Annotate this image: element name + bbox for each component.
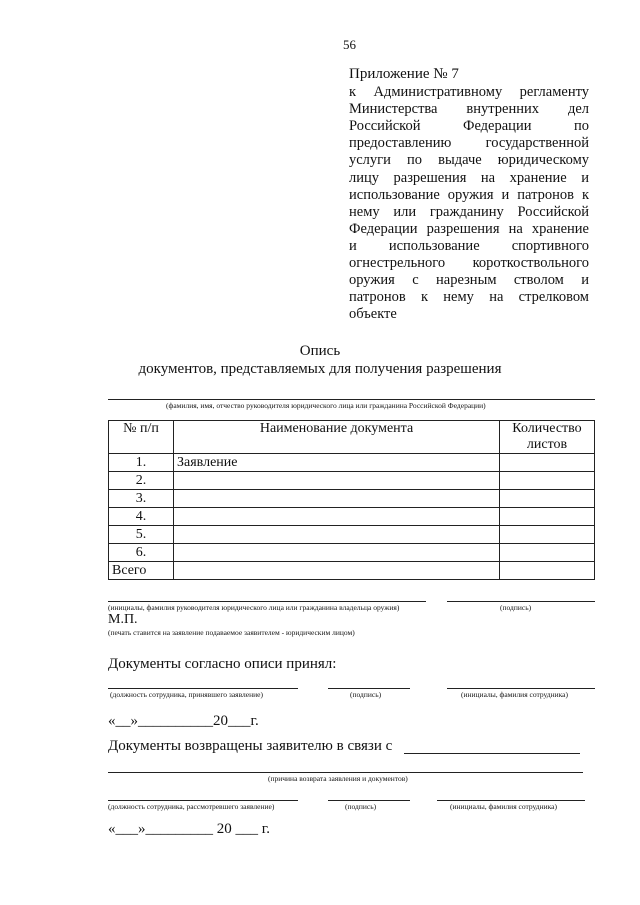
accepted-initials-line[interactable] [447,688,595,689]
appendix-line: к Административному регламенту [349,84,589,101]
row-number: 2. [109,472,174,490]
returned-text: Документы возвращены заявителю в связи с [108,738,393,754]
document-name-cell[interactable] [174,472,500,490]
appendix-line: лицу разрешения на хранение и [349,169,589,186]
document-title: Опись [299,343,341,359]
table-row [109,490,595,508]
initials-caption: (инициалы, фамилия руководителя юридического лица или гражданина владельца оружия) [108,603,400,612]
document-name-cell[interactable] [174,562,500,580]
return-reason-inline-line[interactable] [404,753,580,754]
appendix-line: нему или гражданину Российской [349,203,589,220]
appendix-line: Министерства внутренних дел [349,101,589,118]
signature-caption: (подпись) [500,603,532,612]
sheet-count-cell[interactable] [500,526,595,544]
table-header-row [109,421,595,454]
returned-position-line[interactable] [108,800,298,801]
sheet-count-cell[interactable] [500,472,595,490]
appendix-line: огнестрельного короткоствольного [349,255,589,272]
row-number: 4. [109,508,174,526]
appendix-title: Приложение № 7 [349,66,459,82]
total-label: Всего [109,562,174,580]
signature-line[interactable] [447,601,595,602]
column-header-number: № п/п [109,421,174,454]
accepted-signature-caption: (подпись) [350,690,382,699]
appendix-block [349,66,589,323]
accepted-position-line[interactable] [108,688,298,689]
appendix-line: Российской Федерации по [349,118,589,135]
documents-table [108,420,595,580]
return-reason-caption: (причина возврата заявления и документов) [268,774,408,783]
row-number: 5. [109,526,174,544]
document-name-cell[interactable]: Заявление [174,454,500,472]
returned-signature-caption: (подпись) [345,802,377,811]
applicant-name-line[interactable] [108,399,595,400]
accepted-position-caption: (должность сотрудника, принявшего заявление) [110,690,263,699]
returned-initials-line[interactable] [437,800,585,801]
table-row [109,526,595,544]
document-name-cell[interactable] [174,508,500,526]
appendix-line: предоставлению государственной [349,135,589,152]
return-reason-line[interactable] [108,772,583,773]
appendix-line: услуги по выдаче юридическому [349,152,589,169]
table-row [109,508,595,526]
document-name-cell[interactable] [174,490,500,508]
stamp-label: М.П. [108,612,138,627]
appendix-line: патронов к нему на стрелковом [349,289,589,306]
returned-position-caption: (должность сотрудника, рассмотревшего заявление) [108,802,275,811]
document-subtitle: документов, представляемых для получения разрешения [138,361,502,377]
column-header-sheet-count: Количество листов [500,421,595,454]
appendix-line: объекте [349,306,397,323]
sheet-count-cell[interactable] [500,454,595,472]
sheet-count-cell[interactable] [500,562,595,580]
appendix-line: и использование спортивного [349,237,589,254]
accepted-text: Документы согласно описи принял: [108,656,337,672]
table-row [109,454,595,472]
page-number: 56 [343,37,356,52]
returned-initials-caption: (инициалы, фамилия сотрудника) [450,802,557,811]
table-row [109,472,595,490]
row-number: 6. [109,544,174,562]
accepted-signature-line[interactable] [328,688,410,689]
sheet-count-cell[interactable] [500,490,595,508]
appendix-line: использование оружия и патронов к [349,186,589,203]
accepted-initials-caption: (инициалы, фамилия сотрудника) [461,690,568,699]
document-name-cell[interactable] [174,544,500,562]
applicant-caption: (фамилия, имя, отчество руководителя юридического лица или гражданина Российской Федерации) [166,401,486,410]
table-total-row [109,562,595,580]
appendix-line: оружия с нарезным стволом и [349,272,589,289]
accepted-date[interactable]: «__»__________20___г. [108,713,259,729]
sheet-count-cell[interactable] [500,508,595,526]
row-number: 3. [109,490,174,508]
table-row [109,544,595,562]
column-header-document-name: Наименование документа [174,421,500,454]
returned-signature-line[interactable] [328,800,410,801]
initials-line[interactable] [108,601,426,602]
stamp-caption: (печать ставится на заявление подаваемое заявителем - юридическим лицом) [108,628,355,637]
appendix-line: Федерации разрешения на хранение [349,220,589,237]
returned-date[interactable]: «___»_________ 20 ___ г. [108,821,270,837]
document-name-cell[interactable] [174,526,500,544]
sheet-count-cell[interactable] [500,544,595,562]
row-number: 1. [109,454,174,472]
